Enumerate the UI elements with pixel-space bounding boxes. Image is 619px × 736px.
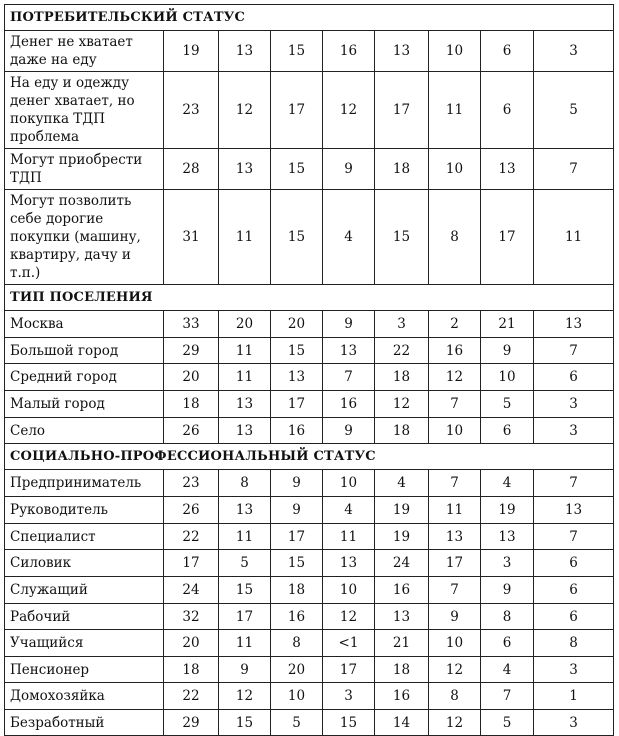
row-label: Руководитель	[5, 497, 164, 524]
value-cell: 17	[271, 524, 323, 550]
table-row	[5, 710, 614, 736]
value-cell: 3	[534, 657, 614, 683]
value-cell: 16	[429, 338, 481, 364]
value-cell: 13	[323, 338, 375, 364]
table-row	[5, 497, 614, 524]
value-cell: 8	[481, 604, 534, 630]
value-cell: 10	[323, 577, 375, 604]
value-cell: 22	[164, 683, 219, 710]
value-cell: 9	[271, 497, 323, 524]
value-cell: 9	[323, 149, 375, 190]
value-cell: 6	[534, 577, 614, 604]
value-cell: 13	[219, 497, 271, 524]
row-label: Могут приобрести ТДП	[5, 149, 164, 190]
row-label: Большой город	[5, 338, 164, 364]
value-cell: 17	[323, 657, 375, 683]
value-cell: 15	[271, 149, 323, 190]
row-label: Учащийся	[5, 630, 164, 657]
value-cell: 6	[481, 31, 534, 72]
value-cell: 11	[429, 72, 481, 149]
value-cell: 6	[481, 72, 534, 149]
row-label: Предприниматель	[5, 470, 164, 497]
value-cell: 17	[219, 604, 271, 630]
section-header-row	[5, 285, 614, 311]
value-cell: 11	[534, 190, 614, 285]
value-cell: 9	[271, 470, 323, 497]
value-cell: 17	[164, 550, 219, 577]
value-cell: 15	[271, 338, 323, 364]
value-cell: 10	[429, 149, 481, 190]
value-cell: 3	[534, 391, 614, 418]
table-row	[5, 470, 614, 497]
value-cell: 16	[375, 577, 429, 604]
table-row	[5, 604, 614, 630]
row-label: Силовик	[5, 550, 164, 577]
value-cell: 20	[271, 311, 323, 338]
value-cell: 4	[323, 190, 375, 285]
value-cell: 15	[375, 190, 429, 285]
table-row	[5, 550, 614, 577]
value-cell: 15	[271, 31, 323, 72]
section-title: ТИП ПОСЕЛЕНИЯ	[5, 285, 614, 311]
table-row	[5, 190, 614, 285]
row-label: Безработный	[5, 710, 164, 736]
value-cell: 4	[375, 470, 429, 497]
value-cell: 13	[375, 31, 429, 72]
value-cell: 24	[164, 577, 219, 604]
value-cell: 3	[323, 683, 375, 710]
value-cell: 15	[219, 710, 271, 736]
value-cell: 1	[534, 683, 614, 710]
section-header-row	[5, 5, 614, 31]
value-cell: 15	[323, 710, 375, 736]
value-cell: 14	[375, 710, 429, 736]
value-cell: 17	[429, 550, 481, 577]
value-cell: 18	[375, 149, 429, 190]
value-cell: 18	[164, 657, 219, 683]
value-cell: 6	[534, 364, 614, 391]
value-cell: 16	[323, 391, 375, 418]
value-cell: 7	[429, 577, 481, 604]
value-cell: 28	[164, 149, 219, 190]
value-cell: 12	[429, 710, 481, 736]
value-cell: 13	[219, 391, 271, 418]
value-cell: 6	[534, 604, 614, 630]
value-cell: 23	[164, 72, 219, 149]
value-cell: 12	[323, 604, 375, 630]
value-cell: 11	[219, 630, 271, 657]
row-label: На еду и одежду денег хватает, но покупка ТДП проблема	[5, 72, 164, 149]
value-cell: 16	[375, 683, 429, 710]
value-cell: 13	[219, 31, 271, 72]
value-cell: 18	[375, 657, 429, 683]
value-cell: 9	[481, 577, 534, 604]
value-cell: 18	[164, 391, 219, 418]
value-cell: 20	[271, 657, 323, 683]
table-row	[5, 364, 614, 391]
value-cell: 19	[164, 31, 219, 72]
value-cell: 6	[481, 418, 534, 444]
value-cell: 17	[271, 391, 323, 418]
value-cell: 16	[323, 31, 375, 72]
table-row	[5, 577, 614, 604]
value-cell: 19	[481, 497, 534, 524]
value-cell: 9	[481, 338, 534, 364]
row-label: Денег не хватает даже на еду	[5, 31, 164, 72]
value-cell: 7	[429, 470, 481, 497]
table-row	[5, 524, 614, 550]
value-cell: 13	[271, 364, 323, 391]
value-cell: 8	[271, 630, 323, 657]
row-label: Москва	[5, 311, 164, 338]
value-cell: 5	[271, 710, 323, 736]
value-cell: 17	[375, 72, 429, 149]
value-cell: 7	[534, 149, 614, 190]
table-row	[5, 418, 614, 444]
table-row	[5, 31, 614, 72]
value-cell: 11	[323, 524, 375, 550]
value-cell: 20	[219, 311, 271, 338]
value-cell: 11	[219, 364, 271, 391]
value-cell: 3	[534, 418, 614, 444]
section-title: СОЦИАЛЬНО-ПРОФЕССИОНАЛЬНЫЙ СТАТУС	[5, 444, 614, 470]
value-cell: 21	[481, 311, 534, 338]
value-cell: 7	[323, 364, 375, 391]
value-cell: 32	[164, 604, 219, 630]
table-row	[5, 72, 614, 149]
row-label: Служащий	[5, 577, 164, 604]
value-cell: 20	[164, 364, 219, 391]
value-cell: 3	[534, 710, 614, 736]
value-cell: 10	[323, 470, 375, 497]
value-cell: 12	[429, 364, 481, 391]
value-cell: 9	[219, 657, 271, 683]
value-cell: <1	[323, 630, 375, 657]
value-cell: 5	[481, 391, 534, 418]
section-title: ПОТРЕБИТЕЛЬСКИЙ СТАТУС	[5, 5, 614, 31]
value-cell: 15	[271, 550, 323, 577]
row-label: Средний город	[5, 364, 164, 391]
value-cell: 8	[429, 190, 481, 285]
value-cell: 29	[164, 710, 219, 736]
value-cell: 3	[375, 311, 429, 338]
table-row	[5, 630, 614, 657]
value-cell: 4	[481, 470, 534, 497]
value-cell: 26	[164, 497, 219, 524]
value-cell: 8	[219, 470, 271, 497]
value-cell: 11	[429, 497, 481, 524]
value-cell: 10	[271, 683, 323, 710]
value-cell: 11	[219, 338, 271, 364]
row-label: Домохозяйка	[5, 683, 164, 710]
value-cell: 7	[534, 338, 614, 364]
value-cell: 4	[323, 497, 375, 524]
value-cell: 21	[375, 630, 429, 657]
row-label: Могут позволить себе дорогие покупки (машину, квартиру, дачу и т.п.)	[5, 190, 164, 285]
value-cell: 8	[534, 630, 614, 657]
value-cell: 6	[534, 550, 614, 577]
value-cell: 31	[164, 190, 219, 285]
value-cell: 24	[375, 550, 429, 577]
value-cell: 13	[323, 550, 375, 577]
value-cell: 13	[534, 311, 614, 338]
value-cell: 13	[375, 604, 429, 630]
value-cell: 20	[164, 630, 219, 657]
value-cell: 23	[164, 470, 219, 497]
value-cell: 10	[481, 364, 534, 391]
value-cell: 12	[375, 391, 429, 418]
value-cell: 10	[429, 630, 481, 657]
value-cell: 4	[481, 657, 534, 683]
value-cell: 22	[375, 338, 429, 364]
table-row	[5, 657, 614, 683]
value-cell: 10	[429, 31, 481, 72]
value-cell: 7	[534, 470, 614, 497]
value-cell: 18	[271, 577, 323, 604]
value-cell: 7	[429, 391, 481, 418]
value-cell: 17	[271, 72, 323, 149]
value-cell: 19	[375, 497, 429, 524]
value-cell: 13	[219, 418, 271, 444]
table-row	[5, 149, 614, 190]
value-cell: 8	[429, 683, 481, 710]
value-cell: 11	[219, 524, 271, 550]
value-cell: 2	[429, 311, 481, 338]
value-cell: 13	[219, 149, 271, 190]
value-cell: 12	[219, 683, 271, 710]
value-cell: 12	[429, 657, 481, 683]
value-cell: 19	[375, 524, 429, 550]
value-cell: 9	[429, 604, 481, 630]
value-cell: 13	[481, 149, 534, 190]
value-cell: 11	[219, 190, 271, 285]
row-label: Малый город	[5, 391, 164, 418]
value-cell: 5	[534, 72, 614, 149]
table-row	[5, 311, 614, 338]
table-row	[5, 391, 614, 418]
value-cell: 13	[534, 497, 614, 524]
section-header-row	[5, 444, 614, 470]
value-cell: 6	[481, 630, 534, 657]
value-cell: 9	[323, 418, 375, 444]
value-cell: 7	[534, 524, 614, 550]
value-cell: 5	[219, 550, 271, 577]
value-cell: 18	[375, 364, 429, 391]
value-cell: 13	[429, 524, 481, 550]
value-cell: 12	[323, 72, 375, 149]
table-row	[5, 338, 614, 364]
value-cell: 22	[164, 524, 219, 550]
value-cell: 10	[429, 418, 481, 444]
value-cell: 18	[375, 418, 429, 444]
value-cell: 15	[271, 190, 323, 285]
value-cell: 16	[271, 604, 323, 630]
value-cell: 15	[219, 577, 271, 604]
value-cell: 33	[164, 311, 219, 338]
value-cell: 5	[481, 710, 534, 736]
value-cell: 17	[481, 190, 534, 285]
value-cell: 13	[481, 524, 534, 550]
row-label: Пенсионер	[5, 657, 164, 683]
data-table	[4, 4, 614, 736]
value-cell: 7	[481, 683, 534, 710]
value-cell: 9	[323, 311, 375, 338]
row-label: Рабочий	[5, 604, 164, 630]
value-cell: 26	[164, 418, 219, 444]
table-row	[5, 683, 614, 710]
value-cell: 12	[219, 72, 271, 149]
value-cell: 29	[164, 338, 219, 364]
value-cell: 16	[271, 418, 323, 444]
row-label: Село	[5, 418, 164, 444]
value-cell: 3	[534, 31, 614, 72]
row-label: Специалист	[5, 524, 164, 550]
value-cell: 3	[481, 550, 534, 577]
